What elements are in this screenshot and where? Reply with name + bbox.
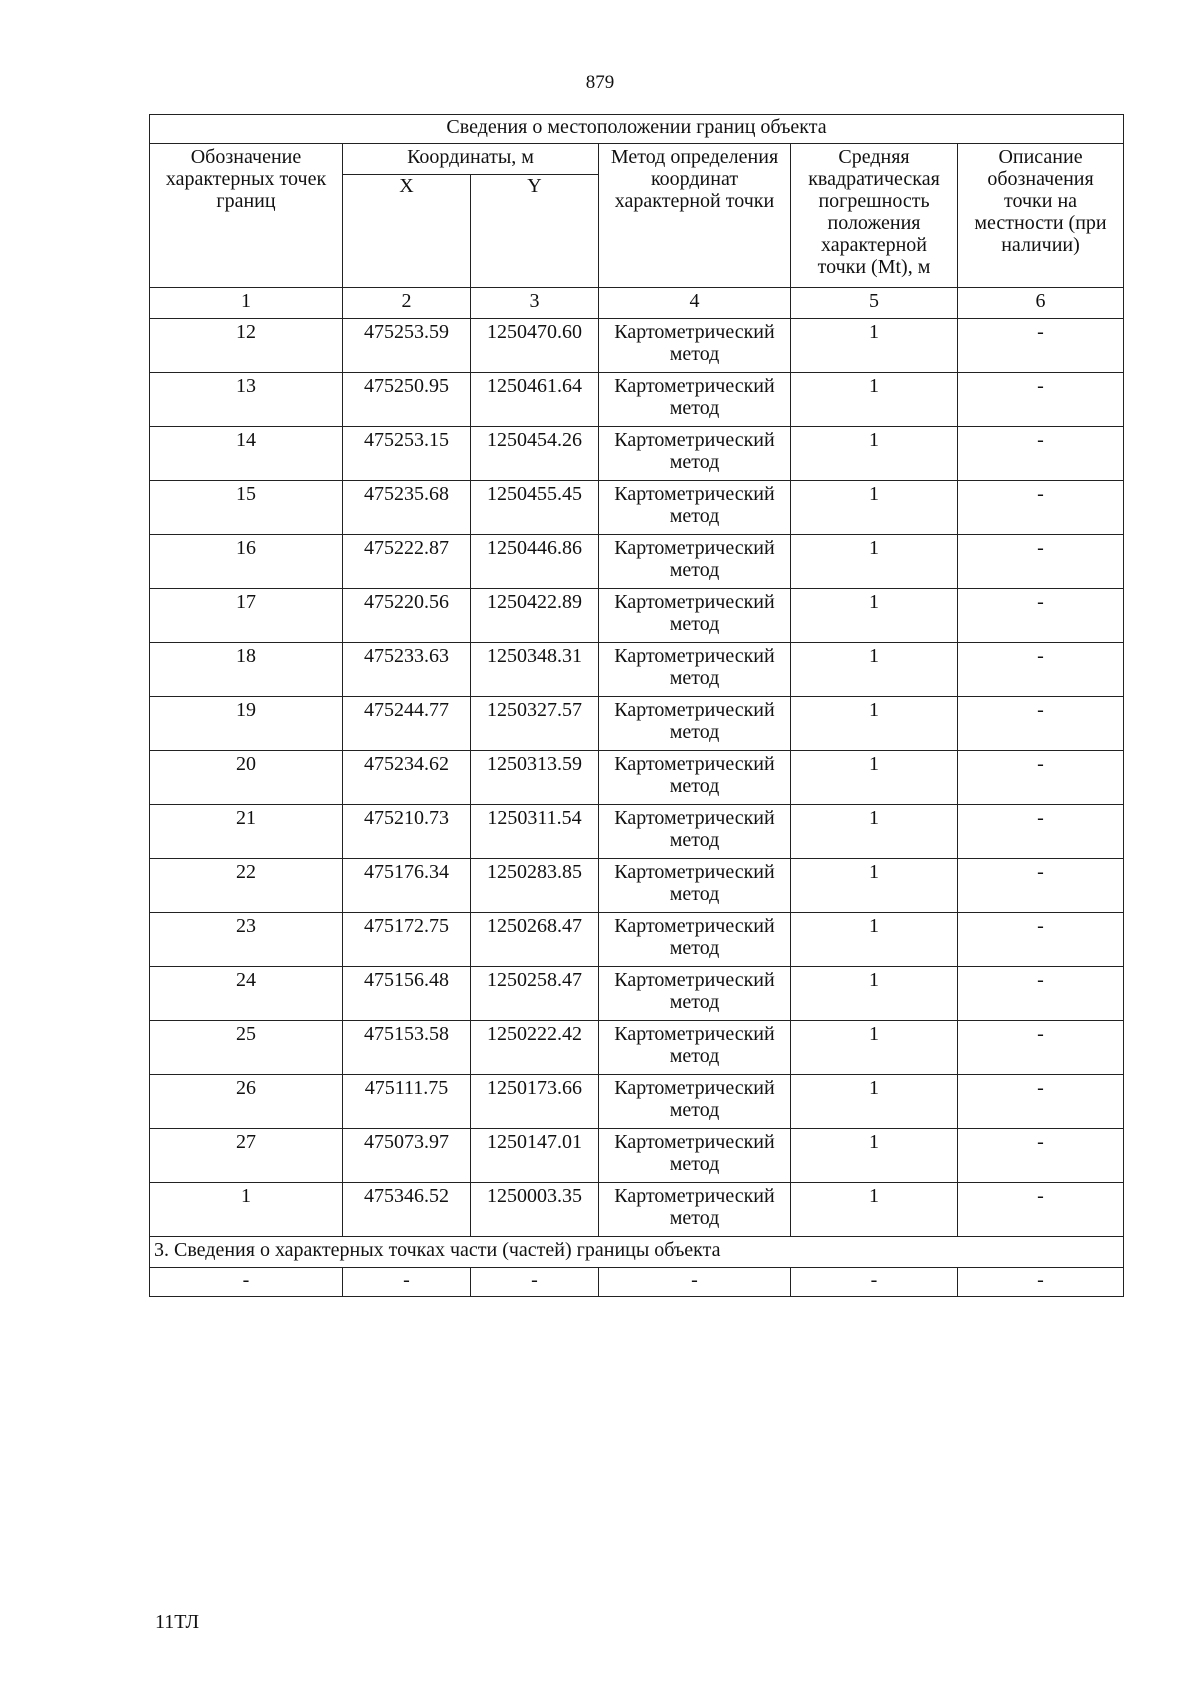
cell-x: 475253.59	[343, 319, 471, 373]
cell-point: 16	[150, 535, 343, 589]
cell-y: 1250348.31	[471, 643, 599, 697]
cell-y: 1250003.35	[471, 1183, 599, 1237]
cell-error: 1	[791, 805, 958, 859]
cell-method: Картометрический метод	[599, 967, 791, 1021]
cell-x: 475176.34	[343, 859, 471, 913]
table-row	[150, 913, 1124, 967]
cell-x: 475210.73	[343, 805, 471, 859]
table-row	[150, 1183, 1124, 1237]
table-row	[150, 427, 1124, 481]
page-number: 879	[585, 72, 615, 93]
cell-description: -	[958, 967, 1124, 1021]
header-coordinates: Координаты, м	[343, 144, 599, 175]
cell-y: 1250147.01	[471, 1129, 599, 1183]
cell-y: 1250258.47	[471, 967, 599, 1021]
cell-x: 475111.75	[343, 1075, 471, 1129]
header-x: X	[343, 175, 471, 288]
cell-method: Картометрический метод	[599, 319, 791, 373]
cell-x: 475234.62	[343, 751, 471, 805]
table-row	[150, 751, 1124, 805]
cell-y: 1250446.86	[471, 535, 599, 589]
cell-x: 475220.56	[343, 589, 471, 643]
cell-y: 1250173.66	[471, 1075, 599, 1129]
cell-description: -	[958, 589, 1124, 643]
cell-point: 26	[150, 1075, 343, 1129]
cell-method: Картометрический метод	[599, 1183, 791, 1237]
column-numbers-row	[150, 288, 1124, 319]
boundary-table	[149, 114, 1124, 1297]
section3-cell: -	[958, 1268, 1124, 1297]
cell-y: 1250455.45	[471, 481, 599, 535]
cell-description: -	[958, 913, 1124, 967]
column-number: 1	[150, 288, 343, 319]
cell-method: Картометрический метод	[599, 697, 791, 751]
cell-error: 1	[791, 319, 958, 373]
cell-description: -	[958, 751, 1124, 805]
section3-cell: -	[791, 1268, 958, 1297]
cell-description: -	[958, 643, 1124, 697]
cell-description: -	[958, 697, 1124, 751]
cell-error: 1	[791, 1021, 958, 1075]
table-row	[150, 1075, 1124, 1129]
cell-point: 1	[150, 1183, 343, 1237]
table-row	[150, 319, 1124, 373]
cell-description: -	[958, 319, 1124, 373]
cell-method: Картометрический метод	[599, 1129, 791, 1183]
cell-description: -	[958, 1129, 1124, 1183]
cell-method: Картометрический метод	[599, 589, 791, 643]
table-row	[150, 481, 1124, 535]
cell-method: Картометрический метод	[599, 913, 791, 967]
cell-description: -	[958, 859, 1124, 913]
cell-x: 475172.75	[343, 913, 471, 967]
cell-x: 475233.63	[343, 643, 471, 697]
table-row	[150, 1129, 1124, 1183]
section3-title: 3. Сведения о характерных точках части (частей) границы объекта	[150, 1237, 1124, 1268]
section3-cell: -	[599, 1268, 791, 1297]
cell-description: -	[958, 805, 1124, 859]
cell-error: 1	[791, 859, 958, 913]
table-row	[150, 967, 1124, 1021]
cell-description: -	[958, 481, 1124, 535]
cell-error: 1	[791, 427, 958, 481]
cell-error: 1	[791, 373, 958, 427]
header-point-designation: Обозначение характерных точек границ	[150, 144, 343, 288]
cell-error: 1	[791, 751, 958, 805]
cell-y: 1250470.60	[471, 319, 599, 373]
cell-x: 475222.87	[343, 535, 471, 589]
cell-method: Картометрический метод	[599, 481, 791, 535]
cell-error: 1	[791, 1183, 958, 1237]
cell-method: Картометрический метод	[599, 1075, 791, 1129]
cell-point: 18	[150, 643, 343, 697]
header-method: Метод определения координат характерной точки	[599, 144, 791, 288]
header-y: Y	[471, 175, 599, 288]
cell-error: 1	[791, 535, 958, 589]
cell-point: 25	[150, 1021, 343, 1075]
cell-method: Картометрический метод	[599, 859, 791, 913]
table-row	[150, 643, 1124, 697]
cell-point: 27	[150, 1129, 343, 1183]
cell-method: Картометрический метод	[599, 643, 791, 697]
header-description: Описание обозначения точки на местности (при наличии)	[958, 144, 1124, 288]
cell-method: Картометрический метод	[599, 805, 791, 859]
section3-cell: -	[150, 1268, 343, 1297]
column-number: 3	[471, 288, 599, 319]
cell-y: 1250454.26	[471, 427, 599, 481]
cell-y: 1250222.42	[471, 1021, 599, 1075]
table-row	[150, 1021, 1124, 1075]
table-row	[150, 697, 1124, 751]
cell-description: -	[958, 1183, 1124, 1237]
section3-empty-row	[150, 1268, 1124, 1297]
section3-cell: -	[343, 1268, 471, 1297]
cell-x: 475253.15	[343, 427, 471, 481]
cell-point: 13	[150, 373, 343, 427]
cell-y: 1250283.85	[471, 859, 599, 913]
table-row	[150, 535, 1124, 589]
cell-method: Картометрический метод	[599, 1021, 791, 1075]
cell-y: 1250268.47	[471, 913, 599, 967]
cell-x: 475346.52	[343, 1183, 471, 1237]
cell-description: -	[958, 427, 1124, 481]
cell-error: 1	[791, 913, 958, 967]
cell-error: 1	[791, 1075, 958, 1129]
cell-error: 1	[791, 481, 958, 535]
cell-point: 17	[150, 589, 343, 643]
cell-point: 19	[150, 697, 343, 751]
cell-point: 15	[150, 481, 343, 535]
cell-point: 21	[150, 805, 343, 859]
cell-description: -	[958, 1075, 1124, 1129]
cell-y: 1250327.57	[471, 697, 599, 751]
cell-method: Картометрический метод	[599, 427, 791, 481]
column-number: 2	[343, 288, 471, 319]
footer-code: 11ТЛ	[155, 1611, 200, 1633]
cell-description: -	[958, 535, 1124, 589]
cell-point: 14	[150, 427, 343, 481]
cell-point: 23	[150, 913, 343, 967]
cell-method: Картометрический метод	[599, 535, 791, 589]
cell-error: 1	[791, 1129, 958, 1183]
cell-point: 24	[150, 967, 343, 1021]
cell-x: 475153.58	[343, 1021, 471, 1075]
cell-x: 475250.95	[343, 373, 471, 427]
cell-error: 1	[791, 967, 958, 1021]
table-row	[150, 373, 1124, 427]
table-row	[150, 805, 1124, 859]
cell-error: 1	[791, 697, 958, 751]
table-title: Сведения о местоположении границ объекта	[150, 115, 1124, 144]
column-number: 4	[599, 288, 791, 319]
cell-point: 22	[150, 859, 343, 913]
table-row	[150, 859, 1124, 913]
column-number: 5	[791, 288, 958, 319]
cell-x: 475244.77	[343, 697, 471, 751]
cell-description: -	[958, 1021, 1124, 1075]
cell-x: 475156.48	[343, 967, 471, 1021]
cell-error: 1	[791, 643, 958, 697]
table-row	[150, 589, 1124, 643]
cell-y: 1250422.89	[471, 589, 599, 643]
cell-y: 1250313.59	[471, 751, 599, 805]
cell-x: 475073.97	[343, 1129, 471, 1183]
cell-x: 475235.68	[343, 481, 471, 535]
cell-method: Картометрический метод	[599, 751, 791, 805]
header-error: Средняя квадратическая погрешность положения характерной точки (Mt), м	[791, 144, 958, 288]
cell-method: Картометрический метод	[599, 373, 791, 427]
cell-error: 1	[791, 589, 958, 643]
column-number: 6	[958, 288, 1124, 319]
cell-description: -	[958, 373, 1124, 427]
cell-y: 1250461.64	[471, 373, 599, 427]
section3-cell: -	[471, 1268, 599, 1297]
cell-point: 20	[150, 751, 343, 805]
cell-point: 12	[150, 319, 343, 373]
cell-y: 1250311.54	[471, 805, 599, 859]
